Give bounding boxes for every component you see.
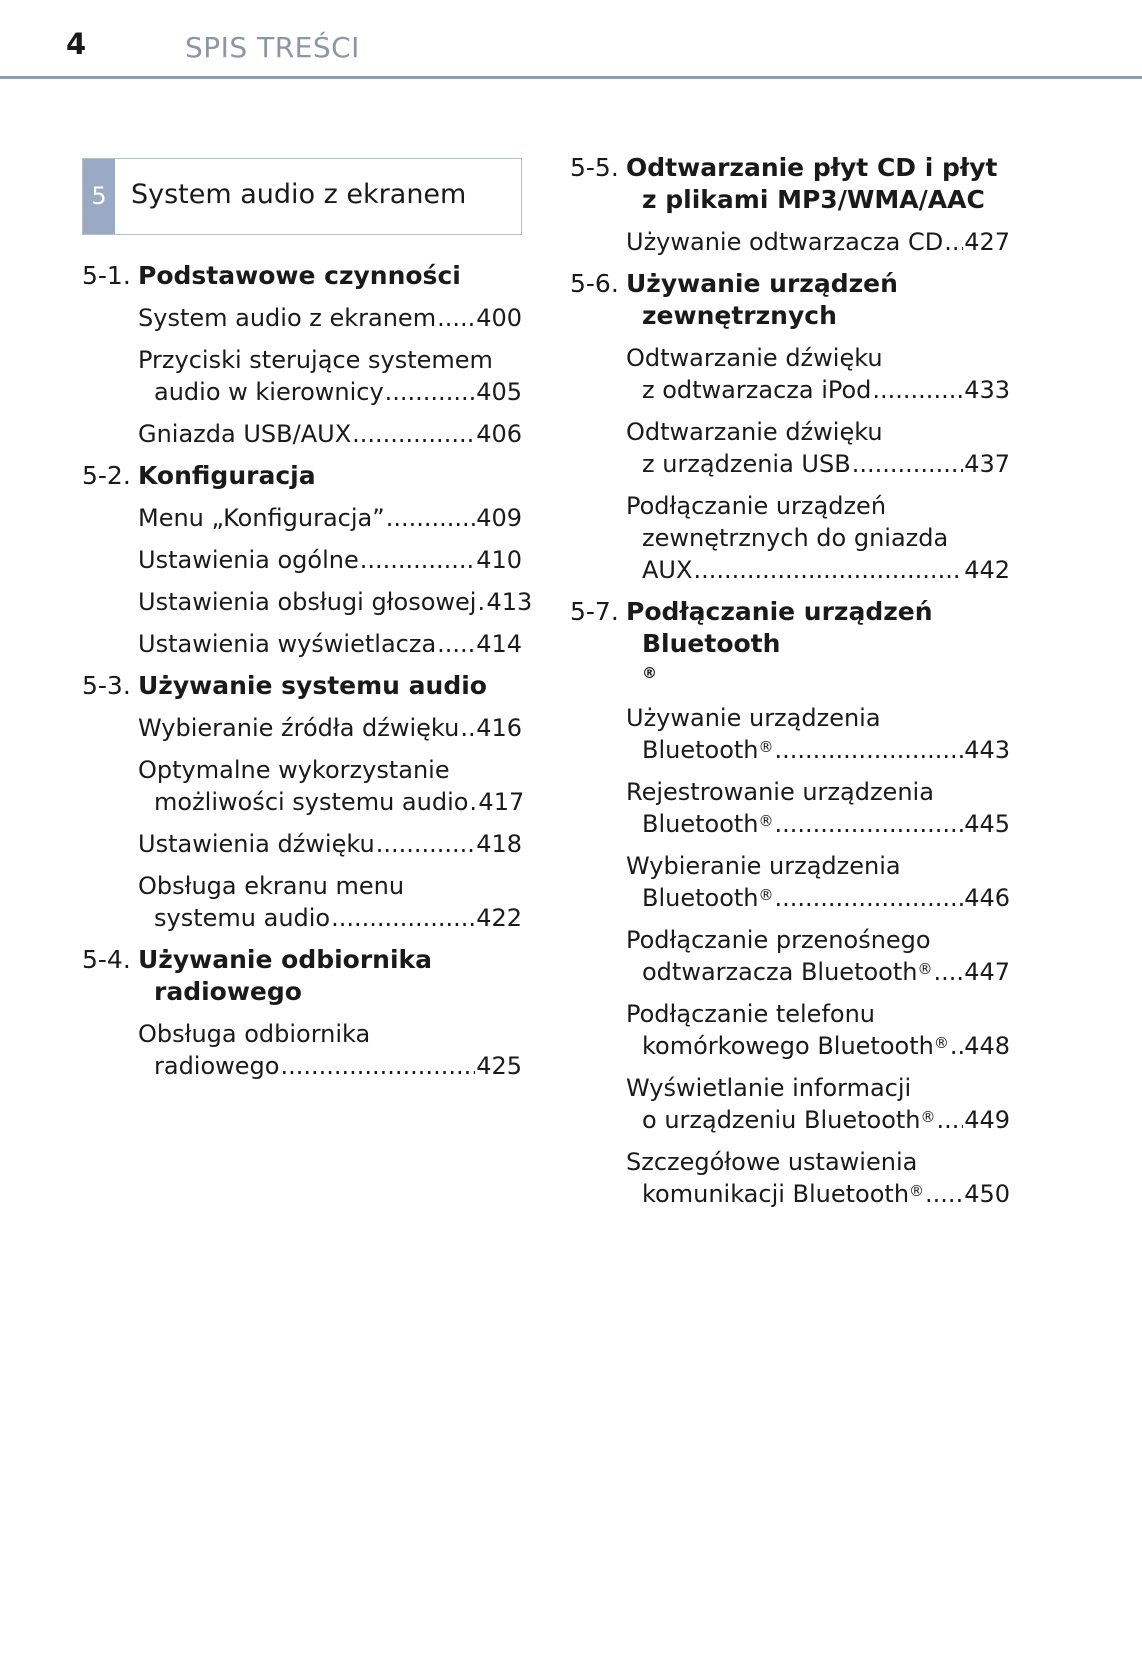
page-ref: 405 [476,378,522,406]
page-ref: 445 [964,810,1010,838]
entry-text: Ustawienia ogólne [138,546,359,574]
page-header [0,0,1142,80]
header-divider [0,76,1142,79]
chapter-heading-box [82,158,522,235]
page-ref: 418 [476,830,522,858]
section-number: 5-5. [570,153,619,182]
page-ref: 400 [476,304,522,332]
dot-leader [437,302,475,334]
entry-text-wrap [642,1030,949,1062]
dot-leader [872,374,963,406]
page-ref: 417 [478,788,525,816]
toc-entry[interactable] [626,702,1010,766]
registered-mark: ® [758,886,774,904]
entry-text-wrap [642,882,774,914]
section-title [138,460,522,492]
page-ref: 427 [964,228,1010,256]
chapter-title: System audio z ekranem [131,179,467,210]
entry-text: Gniazda USB/AUX [138,420,352,448]
entry-text-wrap [642,734,774,766]
dot-leader [944,226,963,258]
entry-text: audio w kierownicy [154,378,384,406]
page-ref: 442 [964,556,1010,584]
section-title [626,596,1010,692]
page-ref: 413 [486,588,533,616]
dot-leader [950,1030,963,1062]
toc-section-heading[interactable] [82,670,522,702]
section-title [138,944,522,1008]
section-title-line: Odtwarzanie płyt CD i płyt [626,153,998,182]
header-title: SPIS TREŚCI [185,31,360,64]
toc-entry[interactable] [138,712,522,744]
toc-entry[interactable] [626,924,1010,988]
section-title-line: zewnętrznych [642,301,837,330]
entry-text: z odtwarzacza iPod [642,376,872,404]
chapter-number-tab: 5 [83,159,115,234]
page-ref: 409 [476,504,522,532]
entry-text: Odtwarzanie dźwięku [626,418,883,446]
registered-mark: ® [642,664,657,682]
dot-leader [280,1050,475,1082]
entry-text: Ustawienia obsługi głosowej [138,588,477,616]
toc-entry[interactable] [626,416,1010,480]
toc-section-heading[interactable] [82,260,522,292]
section-title [626,268,1010,332]
entry-text: Bluetooth [642,810,759,838]
entry-text: Rejestrowanie urządzenia [626,778,934,806]
toc-entry[interactable] [138,344,522,408]
page-ref: 447 [964,958,1010,986]
section-number: 5-6. [570,269,619,298]
toc-section-heading[interactable] [82,944,522,1008]
toc-entry[interactable] [138,870,522,934]
page-ref: 406 [476,420,522,448]
toc-entry[interactable] [626,490,1010,586]
entry-text: Podłączanie przenośnego [626,926,931,954]
dot-leader [385,376,476,408]
section-title-text: Bluetooth [642,629,781,658]
entry-text: Podłączanie urządzeń [626,492,887,520]
section-title [138,260,522,292]
page-ref: 446 [964,884,1010,912]
dot-leader [693,554,963,586]
entry-text: Obsługa ekranu menu [138,872,405,900]
dot-leader [437,628,475,660]
dot-leader [775,882,964,914]
dot-leader [775,734,964,766]
toc-entry[interactable] [626,226,1010,258]
toc-entry[interactable] [138,302,522,334]
section-title-line: Konfiguracja [138,461,316,490]
registered-mark: ® [917,960,933,978]
dot-leader [352,418,475,450]
toc-entry[interactable] [138,502,522,534]
dot-leader [925,1178,963,1210]
toc-section-heading[interactable] [82,460,522,492]
registered-mark: ® [758,812,774,830]
section-number: 5-2. [82,461,131,490]
entry-text: zewnętrznych do gniazda [642,524,949,552]
entry-text-wrap [642,1104,936,1136]
toc-entry[interactable] [138,628,522,660]
entry-text: Wybieranie urządzenia [626,852,901,880]
registered-mark: ® [909,1182,925,1200]
page-ref: 414 [476,630,522,658]
toc-entry[interactable] [626,776,1010,840]
page-ref: 448 [964,1032,1010,1060]
entry-text: z urządzenia USB [642,450,851,478]
dot-leader [469,786,477,818]
dot-leader [775,808,964,840]
entry-text: Ustawienia dźwięku [138,830,375,858]
section-title-line: z plikami MP3/WMA/AAC [642,185,985,214]
section-title-line: Podstawowe czynności [138,261,461,290]
entry-text: AUX [642,556,693,584]
entry-text: Bluetooth [642,884,759,912]
page-ref: 422 [476,904,522,932]
entry-text: Ustawienia wyświetlacza [138,630,437,658]
entry-text: Wyświetlanie informacji [626,1074,912,1102]
entry-text: odtwarzacza Bluetooth [642,958,918,986]
page-ref: 449 [964,1106,1010,1134]
entry-text: System audio z ekranem [138,304,437,332]
toc-entry[interactable] [626,998,1010,1062]
entry-text-wrap [642,1178,924,1210]
dot-leader [933,956,963,988]
toc-section-heading[interactable] [570,596,1010,692]
page-ref: 450 [964,1180,1010,1208]
section-title [138,670,522,702]
entry-text: systemu audio [154,904,331,932]
page-ref: 425 [476,1052,522,1080]
entry-text: Używanie urządzenia [626,704,881,732]
toc-entry[interactable] [138,1018,522,1082]
section-title-line: Używanie systemu audio [138,671,487,700]
section-number: 5-7. [570,597,619,626]
page-ref: 410 [476,546,522,574]
dot-leader [376,828,475,860]
entry-text: komunikacji Bluetooth [642,1180,910,1208]
section-number: 5-4. [82,945,131,974]
section-number: 5-1. [82,261,131,290]
page-ref: 443 [964,736,1010,764]
registered-mark: ® [933,1034,949,1052]
entry-text: Optymalne wykorzystanie [138,756,450,784]
toc-entry[interactable] [626,850,1010,914]
entry-text: Przyciski sterujące systemem [138,346,493,374]
registered-mark: ® [758,738,774,756]
dot-leader [460,712,475,744]
toc-column-right [570,152,1010,1220]
toc-section-heading[interactable] [570,268,1010,332]
dot-leader [360,544,475,576]
toc-entry[interactable] [626,342,1010,406]
toc-entry[interactable] [626,1072,1010,1136]
entry-text: Używanie odtwarzacza CD [626,228,944,256]
toc-entry[interactable] [138,586,533,618]
section-title-line: Używanie odbiornika [138,945,433,974]
toc-entry[interactable] [626,1146,1010,1210]
entry-text: radiowego [154,1052,280,1080]
registered-mark: ® [920,1108,936,1126]
page-number: 4 [66,27,87,61]
section-number: 5-3. [82,671,131,700]
entry-text: Odtwarzanie dźwięku [626,344,883,372]
entry-text: Menu „Konfiguracja” [138,504,385,532]
section-title-line: Podłączanie urządzeń [626,597,933,626]
entry-text-wrap [642,808,774,840]
toc-entry[interactable] [138,828,522,860]
entry-text: Wybieranie źródła dźwięku [138,714,460,742]
section-title [626,152,1010,216]
dot-leader [477,586,485,618]
entry-text: o urządzeniu Bluetooth [642,1106,921,1134]
entry-text: Podłączanie telefonu [626,1000,875,1028]
dot-leader [331,902,475,934]
section-title-line [626,628,1010,692]
entry-text: możliwości systemu audio [154,788,469,816]
entry-text: Szczegółowe ustawienia [626,1148,918,1176]
page-ref: 433 [964,376,1010,404]
dot-leader [386,502,476,534]
dot-leader [937,1104,964,1136]
toc-entry[interactable] [138,544,522,576]
page-ref: 437 [964,450,1010,478]
entry-text: Obsługa odbiornika [138,1020,371,1048]
toc-entry[interactable] [138,418,522,450]
toc-column-left [82,260,533,1092]
page-ref: 416 [476,714,522,742]
section-title-line: radiowego [154,977,302,1006]
toc-entry[interactable] [138,754,525,818]
entry-text-wrap [642,956,932,988]
dot-leader [852,448,964,480]
section-title-line: Używanie urządzeń [626,269,898,298]
entry-text: Bluetooth [642,736,759,764]
toc-section-heading[interactable] [570,152,1010,216]
entry-text: komórkowego Bluetooth [642,1032,934,1060]
